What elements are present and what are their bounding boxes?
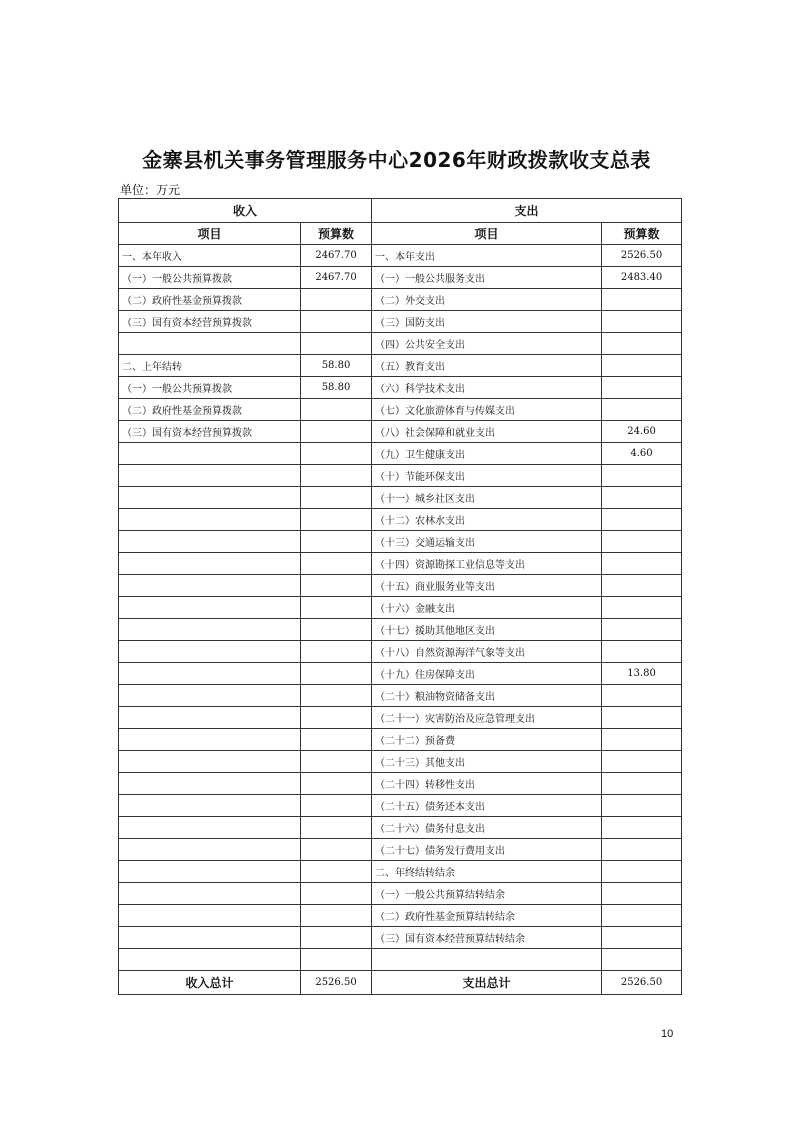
- table-row: [119, 641, 682, 663]
- income-value-cell: [301, 575, 372, 597]
- income-value-cell: [301, 707, 372, 729]
- expense-value-cell: 24.60: [602, 421, 682, 443]
- table-row: [119, 707, 682, 729]
- table-row: [119, 245, 682, 267]
- income-item-cell: [119, 817, 301, 839]
- income-item-cell: [119, 531, 301, 553]
- income-item-cell: [119, 795, 301, 817]
- income-item-cell: 一、本年收入: [119, 245, 301, 267]
- expense-value-cell: [602, 487, 682, 509]
- income-value-cell: [301, 531, 372, 553]
- income-item-cell: [119, 487, 301, 509]
- expense-value-cell: [602, 751, 682, 773]
- expense-total-value: 2526.50: [602, 971, 682, 995]
- income-item-cell: [119, 663, 301, 685]
- expense-value-cell: [602, 685, 682, 707]
- expense-value-cell: 2526.50: [602, 245, 682, 267]
- expense-item-cell: （一）一般公共服务支出: [372, 267, 602, 289]
- income-value-cell: [301, 641, 372, 663]
- table-row: [119, 927, 682, 949]
- expense-value-cell: [602, 949, 682, 971]
- table-row: [119, 949, 682, 971]
- table-row: [119, 487, 682, 509]
- income-value-cell: [301, 861, 372, 883]
- income-item-cell: [119, 707, 301, 729]
- expense-value-cell: [602, 333, 682, 355]
- expense-value-cell: [602, 795, 682, 817]
- expense-item-cell: （七）文化旅游体育与传媒支出: [372, 399, 602, 421]
- table-row: [119, 751, 682, 773]
- income-item-header: 项目: [119, 223, 301, 245]
- income-item-cell: （三）国有资本经营预算拨款: [119, 311, 301, 333]
- income-value-cell: 2467.70: [301, 245, 372, 267]
- income-value-cell: [301, 663, 372, 685]
- expense-item-cell: （二十二）预备费: [372, 729, 602, 751]
- income-value-cell: [301, 927, 372, 949]
- income-value-cell: [301, 619, 372, 641]
- table-row: [119, 531, 682, 553]
- income-total-label: 收入总计: [119, 971, 301, 995]
- income-value-cell: [301, 751, 372, 773]
- table-row: [119, 289, 682, 311]
- budget-table: [118, 198, 682, 995]
- income-value-cell: [301, 883, 372, 905]
- income-item-cell: （三）国有资本经营预算拨款: [119, 421, 301, 443]
- expense-item-cell: [372, 949, 602, 971]
- income-value-cell: [301, 949, 372, 971]
- income-value-cell: 2467.70: [301, 267, 372, 289]
- expense-item-cell: （十四）资源勘探工业信息等支出: [372, 553, 602, 575]
- income-value-cell: [301, 421, 372, 443]
- income-value-cell: [301, 839, 372, 861]
- expense-item-cell: （八）社会保障和就业支出: [372, 421, 602, 443]
- expense-value-cell: [602, 773, 682, 795]
- table-row: [119, 575, 682, 597]
- expense-item-cell: （二十四）转移性支出: [372, 773, 602, 795]
- expense-value-cell: 4.60: [602, 443, 682, 465]
- table-row: [119, 685, 682, 707]
- income-item-cell: （一）一般公共预算拨款: [119, 267, 301, 289]
- expense-item-cell: （二十五）债务还本支出: [372, 795, 602, 817]
- income-value-cell: [301, 795, 372, 817]
- expense-item-cell: （三）国防支出: [372, 311, 602, 333]
- table-row: [119, 883, 682, 905]
- table-row: [119, 839, 682, 861]
- table-row: [119, 817, 682, 839]
- income-value-cell: [301, 487, 372, 509]
- table-row: [119, 861, 682, 883]
- income-value-cell: 58.80: [301, 377, 372, 399]
- income-value-cell: [301, 597, 372, 619]
- expense-item-cell: （二）外交支出: [372, 289, 602, 311]
- table-row: [119, 553, 682, 575]
- expense-budget-header: 预算数: [602, 223, 682, 245]
- expense-value-cell: [602, 883, 682, 905]
- income-item-cell: （二）政府性基金预算拨款: [119, 289, 301, 311]
- expense-item-cell: （三）国有资本经营预算结转结余: [372, 927, 602, 949]
- expense-value-cell: [602, 707, 682, 729]
- income-value-cell: [301, 333, 372, 355]
- table-row: [119, 619, 682, 641]
- income-item-cell: 二、上年结转: [119, 355, 301, 377]
- income-item-cell: [119, 861, 301, 883]
- expense-value-cell: [602, 355, 682, 377]
- income-value-cell: [301, 443, 372, 465]
- income-item-cell: [119, 751, 301, 773]
- income-item-cell: [119, 465, 301, 487]
- income-value-cell: [301, 685, 372, 707]
- income-item-cell: [119, 883, 301, 905]
- expense-item-cell: （十七）援助其他地区支出: [372, 619, 602, 641]
- table-row: [119, 465, 682, 487]
- income-item-cell: [119, 905, 301, 927]
- table-row: [119, 509, 682, 531]
- page-title: 金寨县机关事务管理服务中心2026年财政拨款收支总表: [142, 148, 651, 172]
- expense-value-cell: [602, 641, 682, 663]
- income-item-cell: [119, 729, 301, 751]
- expense-value-cell: [602, 377, 682, 399]
- expense-value-cell: [602, 861, 682, 883]
- income-item-cell: [119, 685, 301, 707]
- expense-item-cell: （六）科学技术支出: [372, 377, 602, 399]
- total-row: [119, 971, 682, 995]
- expense-value-cell: [602, 619, 682, 641]
- expense-item-cell: （二十七）债务发行费用支出: [372, 839, 602, 861]
- expense-value-cell: [602, 289, 682, 311]
- table-row: [119, 377, 682, 399]
- table-row: [119, 399, 682, 421]
- expense-value-cell: [602, 839, 682, 861]
- expense-value-cell: [602, 531, 682, 553]
- table-row: [119, 729, 682, 751]
- expense-item-cell: （二十三）其他支出: [372, 751, 602, 773]
- expense-total-label: 支出总计: [372, 971, 602, 995]
- income-value-cell: [301, 553, 372, 575]
- table-row: [119, 311, 682, 333]
- table-header-row: [119, 199, 682, 223]
- expense-item-cell: （四）公共安全支出: [372, 333, 602, 355]
- table-row: [119, 663, 682, 685]
- income-item-cell: [119, 597, 301, 619]
- table-row: [119, 333, 682, 355]
- income-value-cell: [301, 509, 372, 531]
- expense-value-cell: [602, 509, 682, 531]
- expense-item-cell: （十二）农林水支出: [372, 509, 602, 531]
- income-value-cell: [301, 289, 372, 311]
- income-value-cell: [301, 817, 372, 839]
- table-row: [119, 267, 682, 289]
- expense-item-cell: （一）一般公共预算结转结余: [372, 883, 602, 905]
- expense-value-cell: [602, 817, 682, 839]
- expense-value-cell: 13.80: [602, 663, 682, 685]
- expense-value-cell: [602, 905, 682, 927]
- income-value-cell: [301, 773, 372, 795]
- table-row: [119, 905, 682, 927]
- expense-value-cell: [602, 465, 682, 487]
- income-item-cell: [119, 509, 301, 531]
- income-budget-header: 预算数: [301, 223, 372, 245]
- unit-label: 单位：万元: [120, 183, 181, 197]
- expense-item-cell: （十三）交通运输支出: [372, 531, 602, 553]
- expense-value-cell: [602, 575, 682, 597]
- expense-item-cell: （十八）自然资源海洋气象等支出: [372, 641, 602, 663]
- income-value-cell: [301, 399, 372, 421]
- expense-item-cell: （十六）金融支出: [372, 597, 602, 619]
- table-subheader-row: [119, 223, 682, 245]
- income-value-cell: [301, 311, 372, 333]
- expense-value-cell: [602, 729, 682, 751]
- expense-item-cell: （九）卫生健康支出: [372, 443, 602, 465]
- expense-item-cell: （五）教育支出: [372, 355, 602, 377]
- table-row: [119, 355, 682, 377]
- income-total-value: 2526.50: [301, 971, 372, 995]
- page-number: 10: [661, 1028, 674, 1040]
- income-item-cell: （二）政府性基金预算拨款: [119, 399, 301, 421]
- expense-item-header: 项目: [372, 223, 602, 245]
- expense-item-cell: （二十一）灾害防治及应急管理支出: [372, 707, 602, 729]
- expense-item-cell: （二十六）债务付息支出: [372, 817, 602, 839]
- income-item-cell: [119, 619, 301, 641]
- expense-header: 支出: [372, 199, 682, 223]
- income-item-cell: [119, 553, 301, 575]
- expense-value-cell: [602, 311, 682, 333]
- table-row: [119, 773, 682, 795]
- expense-value-cell: [602, 399, 682, 421]
- expense-value-cell: 2483.40: [602, 267, 682, 289]
- table-row: [119, 443, 682, 465]
- expense-item-cell: 二、年终结转结余: [372, 861, 602, 883]
- income-value-cell: 58.80: [301, 355, 372, 377]
- expense-item-cell: （十九）住房保障支出: [372, 663, 602, 685]
- income-item-cell: （一）一般公共预算拨款: [119, 377, 301, 399]
- expense-value-cell: [602, 553, 682, 575]
- income-item-cell: [119, 443, 301, 465]
- table-row: [119, 795, 682, 817]
- income-header: 收入: [119, 199, 372, 223]
- expense-item-cell: （二）政府性基金预算结转结余: [372, 905, 602, 927]
- expense-item-cell: （十）节能环保支出: [372, 465, 602, 487]
- income-item-cell: [119, 949, 301, 971]
- income-value-cell: [301, 729, 372, 751]
- expense-item-cell: 一、本年支出: [372, 245, 602, 267]
- expense-item-cell: （十一）城乡社区支出: [372, 487, 602, 509]
- budget-table-body: [119, 199, 682, 995]
- income-item-cell: [119, 927, 301, 949]
- income-item-cell: [119, 333, 301, 355]
- income-item-cell: [119, 575, 301, 597]
- income-value-cell: [301, 905, 372, 927]
- income-item-cell: [119, 641, 301, 663]
- expense-value-cell: [602, 597, 682, 619]
- income-value-cell: [301, 465, 372, 487]
- expense-item-cell: （十五）商业服务业等支出: [372, 575, 602, 597]
- table-row: [119, 597, 682, 619]
- table-row: [119, 421, 682, 443]
- expense-item-cell: （二十）粮油物资储备支出: [372, 685, 602, 707]
- income-item-cell: [119, 839, 301, 861]
- income-item-cell: [119, 773, 301, 795]
- expense-value-cell: [602, 927, 682, 949]
